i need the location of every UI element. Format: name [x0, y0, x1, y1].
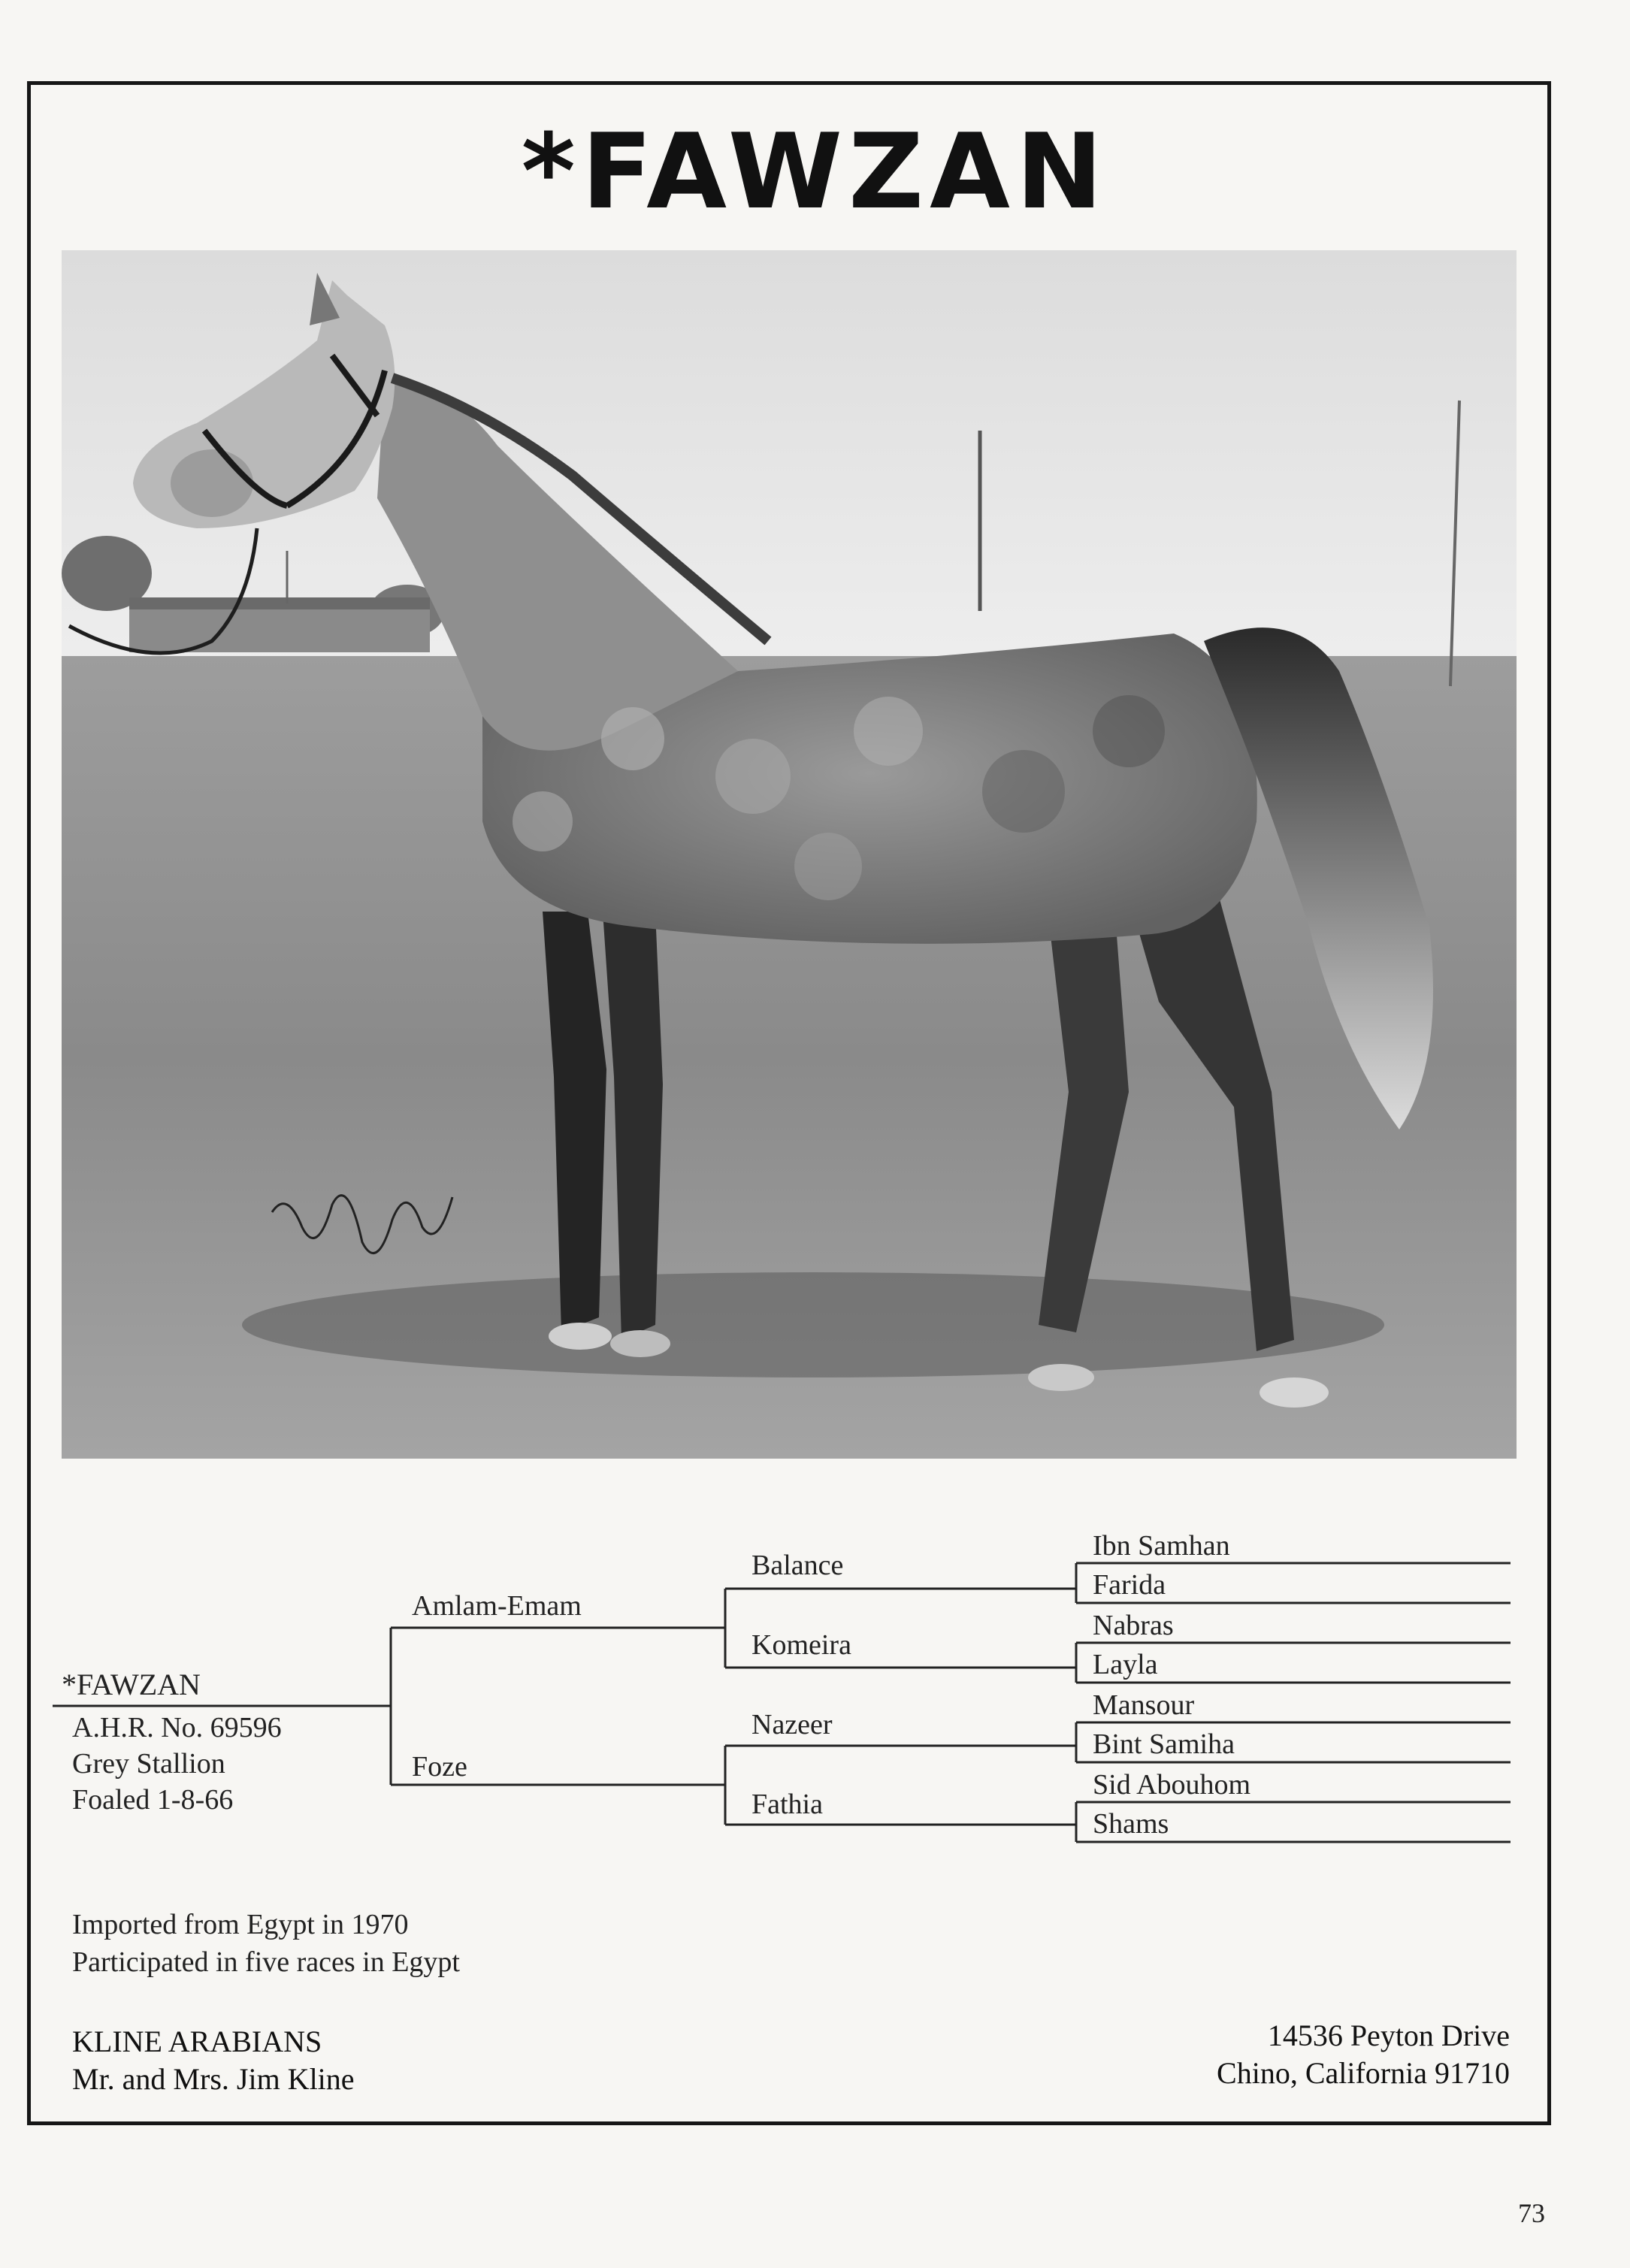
great-grandparent-7: Sid Abouhom [1093, 1769, 1251, 1801]
grandparent-2: Komeira [751, 1629, 851, 1661]
address-street: 14536 Peyton Drive [1267, 2019, 1510, 2052]
great-grandparent-1: Ibn Samhan [1093, 1530, 1230, 1562]
dam-name: Foze [412, 1751, 467, 1783]
great-grandparent-3: Nabras [1093, 1610, 1174, 1641]
great-grandparent-8: Shams [1093, 1808, 1169, 1840]
great-grandparent-5: Mansour [1093, 1689, 1195, 1721]
farm-name: KLINE ARABIANS [72, 2025, 322, 2058]
grandparent-3: Nazeer [751, 1709, 833, 1740]
page-title: *FAWZAN [521, 111, 1109, 232]
note-import: Imported from Egypt in 1970 [72, 1909, 409, 1940]
pedigree-subject-name: *FAWZAN [62, 1668, 201, 1701]
great-grandparent-2: Farida [1093, 1569, 1166, 1601]
owner-names: Mr. and Mrs. Jim Kline [72, 2062, 355, 2096]
great-grandparent-6: Bint Samiha [1093, 1728, 1235, 1760]
grandparent-4: Fathia [751, 1789, 823, 1820]
owner-block [72, 2023, 355, 2098]
address-city: Chino, California 91710 [1217, 2056, 1510, 2090]
horse-description: Grey Stallion [72, 1748, 225, 1780]
registration-number: A.H.R. No. 69596 [72, 1712, 282, 1743]
great-grandparent-4: Layla [1093, 1649, 1158, 1680]
grandparent-1: Balance [751, 1550, 844, 1581]
address-block [1217, 2017, 1510, 2092]
note-races: Participated in five races in Egypt [72, 1946, 460, 1978]
foaled-date: Foaled 1-8-66 [72, 1784, 234, 1816]
page-number: 73 [1518, 2198, 1545, 2228]
sire-name: Amlam-Emam [412, 1590, 582, 1622]
notes [72, 1906, 460, 1981]
